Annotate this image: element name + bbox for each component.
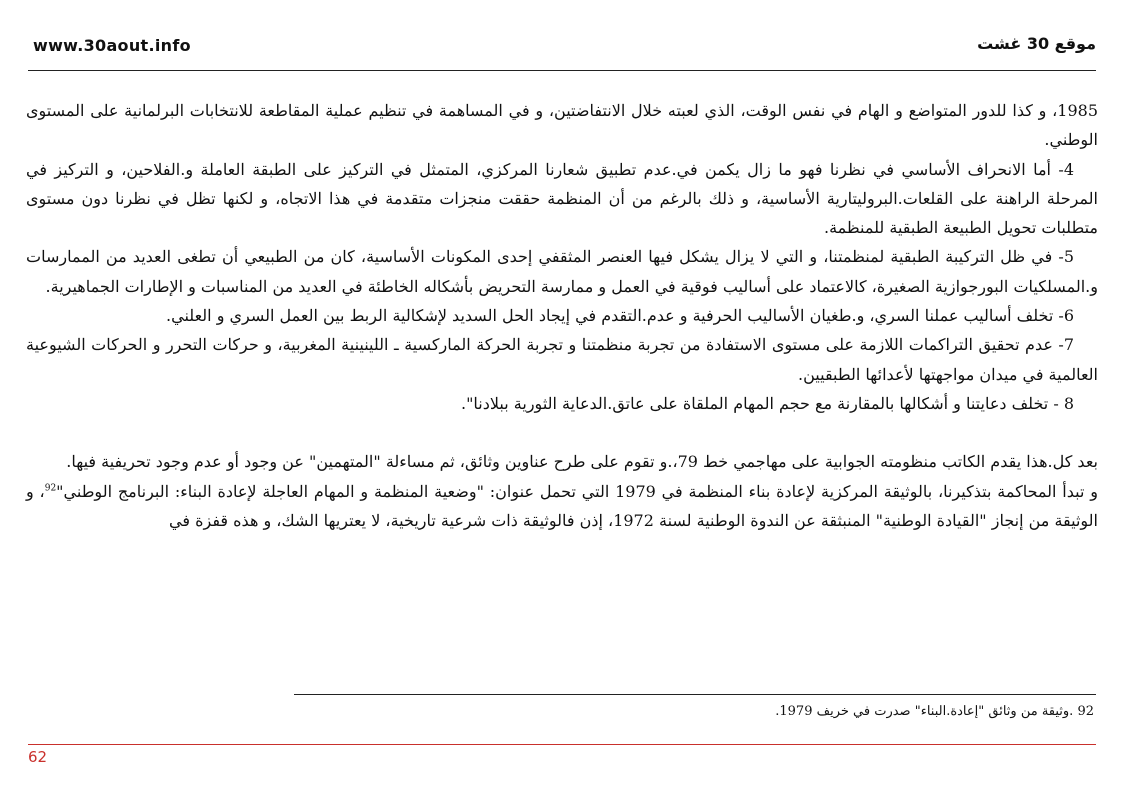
list-item: 5- في ظل التركيبة الطبقية لمنظمتنا، و التي لا يزال يشكل فيها العنصر المثقفي إحدى المكونات الأساسية، كان من الطبيعي أن تطغى العديد من الممارسات و.المسلكيات البورجوازية الصغيرة، كالاعتماد على أساليب فوقية في العمل و ممارسة التحريض بأشكاله الخاطئة في العديد من المناسبات و الإطارات الجماهيرية. <box>26 247 1098 296</box>
footnote: 92 .وثيقة من وثائق "إعادة.البناء" صدرت في خريف 1979. <box>775 704 1094 719</box>
page-header <box>28 30 1096 60</box>
page-number: 62 <box>28 748 48 766</box>
paragraph-text: ، و الوثيقة من إنجاز "القيادة الوطنية" المنبثقة عن الندوة الوطنية لسنة 1972، إذن فالوثيقة ذات شرعية تاريخية، لا يعتريها الشك، و هذه قفزة في <box>26 481 1098 530</box>
paragraph: بعد كل.هذا يقدم الكاتب منظومته الجوابية على مهاجمي خط 79،.و تقوم على طرح عناوين وثائق، ثم مساءلة "المتهمين" عن وجود أو عدم وجود تحريفية فيها. <box>66 452 1098 472</box>
footnote-divider <box>294 694 1096 695</box>
site-name: موقع 30 غشت <box>977 34 1096 53</box>
paragraph <box>26 477 1098 536</box>
site-url[interactable]: www.30aout.info <box>33 36 191 55</box>
paragraph-text: و تبدأ المحاكمة بتذكيرنا، بالوثيقة المركزية لإعادة بناء المنظمة في 1979 التي تحمل عنوان: "وضعية المنظمة و المهام العاجلة لإعادة البناء: البرنامج الوطني" <box>56 481 1098 501</box>
footnote-reference[interactable]: 92 <box>44 483 57 494</box>
list-item: 7- عدم تحقيق التراكمات اللازمة على مستوى الاستفادة من تجربة منظمتنا و تجربة الحركة الماركسية ـ اللينينية المغربية، و حركات التحرر و الحركات الشيوعية العالمية في ميدان مواجهتها لأعدائها الطبقيين. <box>26 335 1098 384</box>
list-item: 6- تخلف أساليب عملنا السري، و.طغيان الأساليب الحرفية و عدم.التقدم في إيجاد الحل السديد لإشكالية الربط بين العمل السري و العلني. <box>166 306 1074 326</box>
footer-divider <box>28 744 1096 745</box>
paragraph: 1985، و كذا للدور المتواضع و الهام في نفس الوقت، الذي لعبته خلال الانتفاضتين، و في المساهمة في تنظيم عملية المقاطعة للانتخابات البرلمانية على المستوى الوطني. <box>26 101 1098 150</box>
main-text <box>26 96 1098 535</box>
list-item: 4- أما الانحراف الأساسي في نظرنا فهو ما زال يكمن في.عدم تطبيق شعارنا المركزي، المتمثل في التركيز على الطبقة العاملة و.الفلاحين، و التركيز في المرحلة الراهنة على القلعات.البروليتارية الأساسية، و ذلك بالرغم من أن المنظمة حققت منجزات متقدمة في هذا الاتجاه، و لكنها تظل في نظرنا دون مستوى متطلبات تحويل الطبيعة الطبقية للمنظمة. <box>26 159 1098 238</box>
list-item: 8 - تخلف دعايتنا و أشكالها بالمقارنة مع حجم المهام الملقاة على عاتق.الدعاية الثورية ببلادنا". <box>460 393 1074 413</box>
paragraph-gap <box>26 418 1098 447</box>
header-divider <box>28 70 1096 71</box>
